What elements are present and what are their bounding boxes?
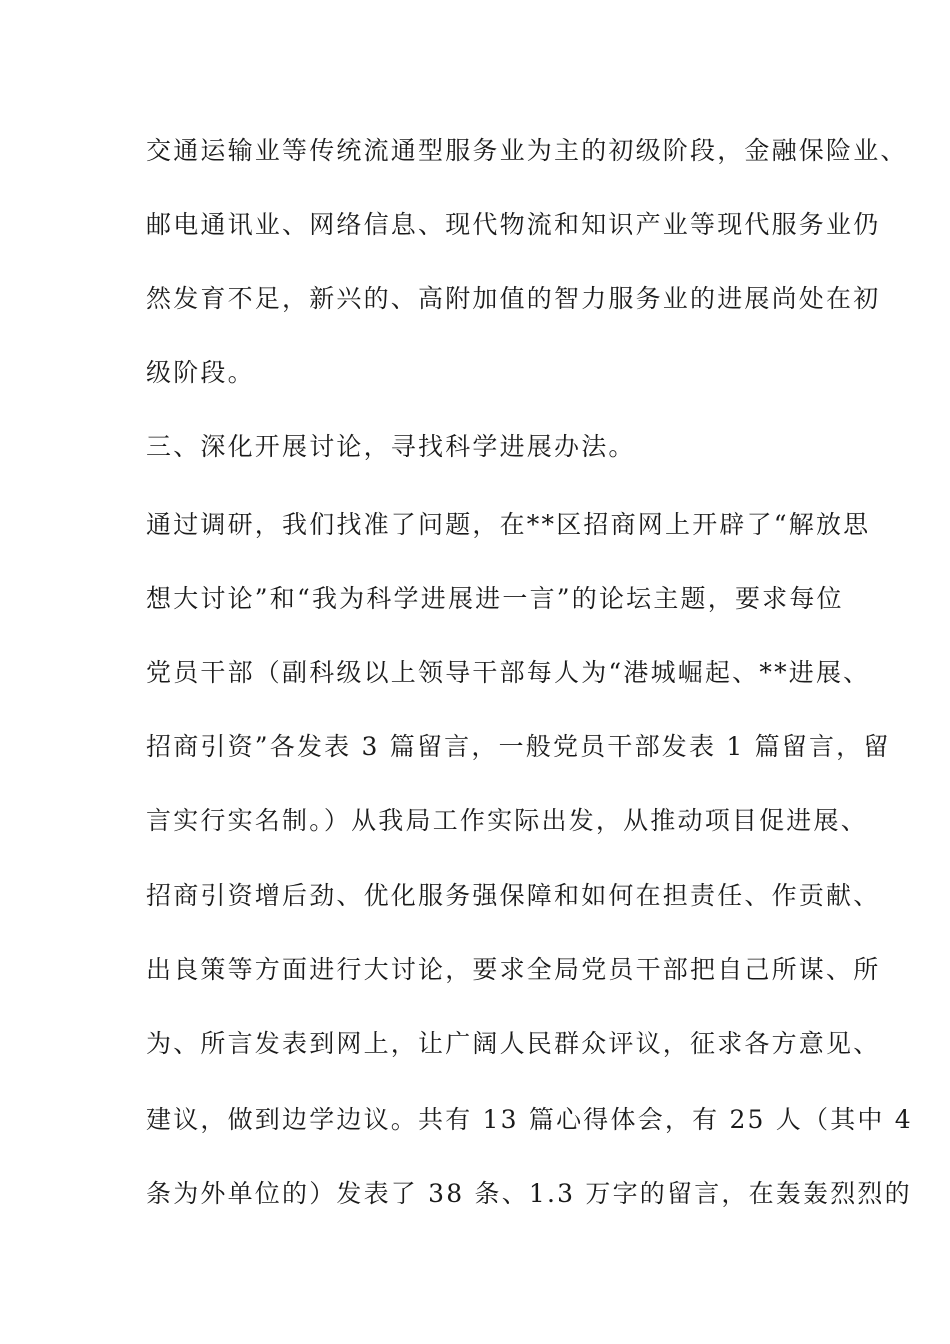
paragraph-line-1: 交通运输业等传统流通型服务业为主的初级阶段，金融保险业、 [146, 136, 908, 165]
paragraph-line-7: 想大讨论”和“我为科学进展进一言”的论坛主题，要求每位 [146, 584, 844, 613]
paragraph-line-13: 为、所言发表到网上，让广阔人民群众评议，征求各方意见、 [146, 1029, 881, 1058]
paragraph-line-10: 言实行实名制。）从我局工作实际出发，从推动项目促进展、 [146, 806, 868, 835]
paragraph-line-15: 条为外单位的）发表了 38 条、1.3 万字的留言，在轰轰烈烈的 [146, 1179, 912, 1208]
paragraph-line-12: 出良策等方面进行大讨论，要求全局党员干部把自己所谋、所 [146, 955, 881, 984]
paragraph-line-6: 通过调研，我们找准了问题，在**区招商网上开辟了“解放思 [146, 510, 871, 539]
paragraph-line-14: 建议，做到边学边议。共有 13 篇心得体会，有 25 人（其中 4 [146, 1105, 913, 1134]
paragraph-line-9: 招商引资”各发表 3 篇留言，一般党员干部发表 1 篇留言，留 [146, 732, 891, 761]
section-heading: 三、深化开展讨论，寻找科学进展办法。 [146, 432, 636, 461]
paragraph-line-4: 级阶段。 [146, 358, 255, 387]
paragraph-line-11: 招商引资增后劲、优化服务强保障和如何在担责任、作贡献、 [146, 881, 881, 910]
paragraph-line-2: 邮电通讯业、网络信息、现代物流和知识产业等现代服务业仍 [146, 210, 881, 239]
paragraph-line-3: 然发育不足，新兴的、高附加值的智力服务业的进展尚处在初 [146, 284, 881, 313]
paragraph-line-8: 党员干部（副科级以上领导干部每人为“港城崛起、**进展、 [146, 658, 871, 687]
